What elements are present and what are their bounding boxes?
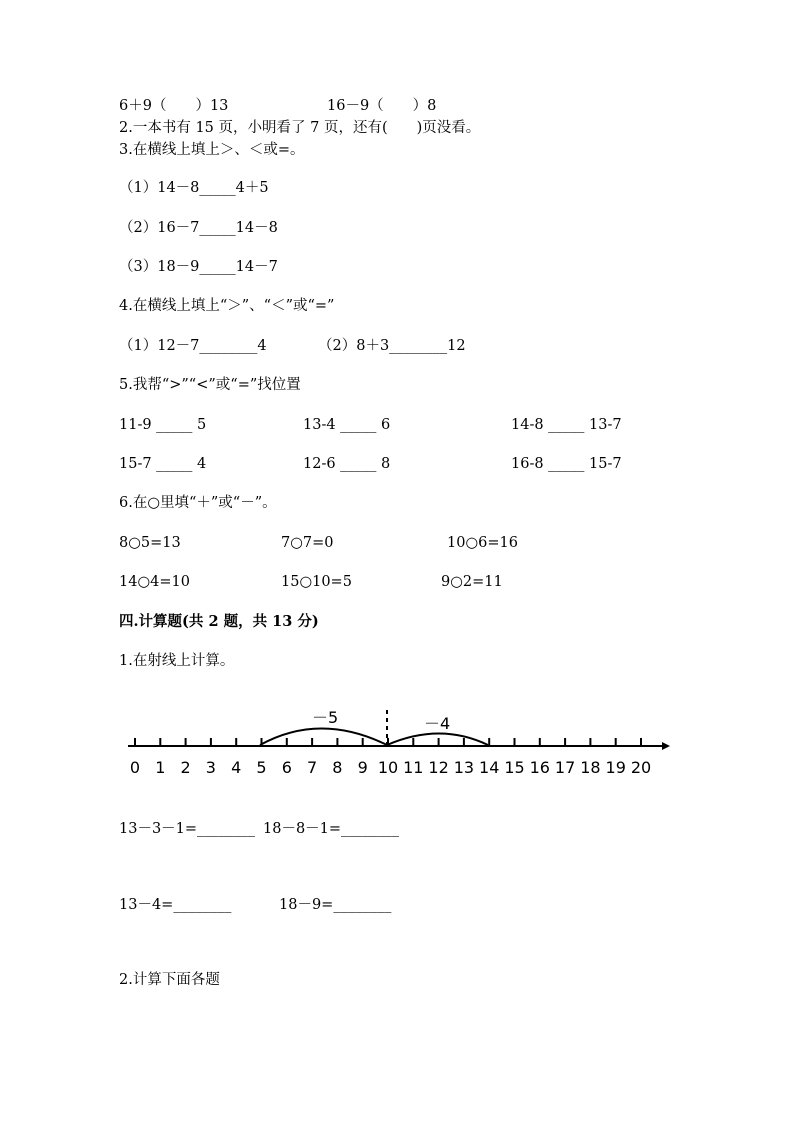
- s4-question-2: 2.计算下面各题: [119, 972, 220, 988]
- q4-item-1: （1）12－7________4: [119, 338, 267, 354]
- tick-label-7: 7: [307, 758, 318, 777]
- q5-row2-a: 15-7 _____ 4: [119, 456, 207, 472]
- q3-item-3: （3）18－9_____14－7: [119, 259, 278, 275]
- arc-label-minus-5: －5: [312, 708, 339, 727]
- tick-label-1: 1: [155, 758, 166, 777]
- tick-label-20: 20: [630, 758, 652, 777]
- tick-label-6: 6: [281, 758, 292, 777]
- s4-question-1: 1.在射线上计算。: [119, 653, 235, 669]
- tick-label-4: 4: [231, 758, 242, 777]
- q6-row2-a: 14○4=10: [119, 574, 190, 590]
- calc-1a: 13－3－1=________: [119, 821, 256, 837]
- tick-label-14: 14: [479, 758, 500, 777]
- tick-label-11: 11: [403, 758, 424, 777]
- q5-row1-a: 11-9 _____ 5: [119, 417, 207, 433]
- tick-label-15: 15: [504, 758, 525, 777]
- q6-row1-c: 10○6=16: [447, 535, 518, 551]
- tick-label-5: 5: [256, 758, 267, 777]
- tick-label-2: 2: [180, 758, 191, 777]
- tick-label-16: 16: [529, 758, 550, 777]
- q3-item-1: （1）14－8_____4＋5: [119, 180, 269, 196]
- q5-row2-b: 12-6 _____ 8: [303, 456, 391, 472]
- q6-row1-a: 8○5=13: [119, 535, 181, 551]
- question-5: 5.我帮“>”“<”或“=”找位置: [119, 377, 301, 393]
- tick-label-10: 10: [377, 758, 399, 777]
- q1-expression-a: 6＋9（ ）13: [119, 98, 229, 114]
- calc-2a: 13－4=________: [119, 897, 232, 913]
- q5-row2-c: 16-8 _____ 15-7: [511, 456, 622, 472]
- tick-label-8: 8: [332, 758, 343, 777]
- section-4-heading: 四.计算题(共 2 题，共 13 分): [119, 613, 319, 630]
- calc-1b: 18－8－1=________: [263, 821, 400, 837]
- arc-label-minus-4: －4: [424, 714, 451, 733]
- question-3: 3.在横线上填上＞、＜或=。: [119, 142, 305, 158]
- q6-row1-b: 7○7=0: [281, 535, 334, 551]
- calc-2b: 18－9=________: [279, 897, 392, 913]
- tick-label-3: 3: [205, 758, 216, 777]
- q6-row2-b: 15○10=5: [281, 574, 352, 590]
- question-6: 6.在○里填“＋”或“－”。: [119, 495, 277, 511]
- tick-label-0: 0: [129, 758, 141, 777]
- number-line-arrow: [662, 742, 670, 750]
- question-4: 4.在横线上填上“＞”、“＜”或“=”: [119, 298, 335, 314]
- tick-label-12: 12: [428, 758, 449, 777]
- q1-expression-b: 16－9（ ）8: [327, 98, 437, 114]
- q3-item-2: （2）16－7_____14－8: [119, 220, 278, 236]
- question-2: 2.一本书有 15 页，小明看了 7 页，还有( )页没看。: [119, 120, 481, 136]
- tick-label-9: 9: [357, 758, 368, 777]
- tick-label-18: 18: [580, 758, 601, 777]
- arc-minus-4: [387, 734, 488, 746]
- tick-label-19: 19: [605, 758, 626, 777]
- q5-row1-c: 14-8 _____ 13-7: [511, 417, 622, 433]
- q6-row2-c: 9○2=11: [441, 574, 503, 590]
- q5-row1-b: 13-4 _____ 6: [303, 417, 391, 433]
- tick-label-13: 13: [453, 758, 475, 777]
- arc-minus-5: [260, 729, 387, 746]
- tick-label-17: 17: [554, 758, 576, 777]
- q4-item-2: （2）8＋3________12: [318, 338, 466, 354]
